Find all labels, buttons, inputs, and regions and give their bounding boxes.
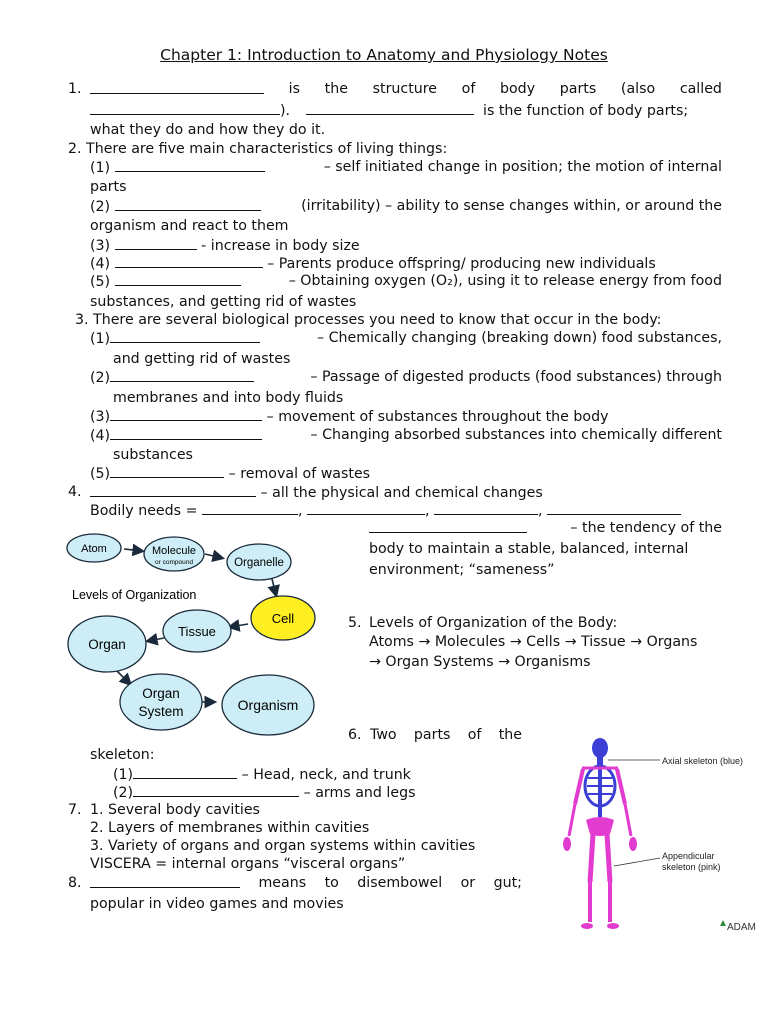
molecule-sublabel: or compound bbox=[155, 559, 193, 566]
organ-system-label-1: Organ bbox=[142, 686, 180, 701]
q4-line1: – all the physical and chemical changes bbox=[90, 483, 543, 502]
q1-line3: what they do and how they do it. bbox=[90, 122, 326, 138]
q6-line1: Two parts of the bbox=[370, 727, 522, 743]
q4-homeostasis: – the tendency of the bbox=[369, 519, 722, 537]
appendicular-label-1: Appendicular bbox=[662, 851, 715, 861]
arrow-tissue-organ bbox=[148, 638, 164, 641]
q2-item2: (2) (irritability) – ability to sense changes within, or around the bbox=[90, 198, 722, 215]
fill-blank[interactable] bbox=[306, 101, 474, 115]
q1-line2a: ). bbox=[90, 101, 290, 120]
right-leg-shape bbox=[607, 834, 610, 882]
skull-shape bbox=[592, 738, 608, 758]
adam-logo-icon bbox=[720, 920, 726, 926]
fill-blank[interactable] bbox=[110, 407, 262, 421]
organ-label: Organ bbox=[88, 637, 126, 652]
q3-item2-cont: membranes and into body fluids bbox=[113, 390, 344, 406]
q6-cont: skeleton: bbox=[90, 747, 155, 763]
q3-item1-cont: and getting rid of wastes bbox=[113, 351, 291, 367]
tissue-label: Tissue bbox=[178, 624, 216, 639]
q6-item1: (1) – Head, neck, and trunk bbox=[113, 767, 411, 783]
word: the bbox=[324, 81, 348, 97]
q8-line1: means to disembowel or gut; bbox=[90, 874, 522, 892]
q5-line2: → Organ Systems → Organisms bbox=[369, 654, 591, 670]
q7-line1: 1. Several body cavities bbox=[90, 802, 260, 818]
adam-logo-text: ADAM bbox=[727, 922, 756, 933]
appendicular-label-2: skeleton (pink) bbox=[662, 862, 721, 872]
arrow-organelle-cell bbox=[272, 579, 276, 595]
q7-number: 7. bbox=[68, 802, 82, 818]
arrow-atom-molecule bbox=[124, 549, 142, 551]
q3-item4: (4) – Changing absorbed substances into chemically different bbox=[90, 427, 722, 444]
cell-label: Cell bbox=[271, 611, 295, 626]
q4-bodily-needs: Bodily needs = , , , bbox=[90, 501, 681, 520]
right-arm-shape bbox=[617, 769, 625, 804]
q3-intro: 3. There are several biological processes you need to know that occur in the body: bbox=[75, 312, 662, 328]
fill-blank[interactable] bbox=[115, 197, 261, 211]
q2-item1: (1) – self initiated change in position; the motion of internal bbox=[90, 159, 722, 176]
diagram-heading: Levels of Organization bbox=[72, 588, 197, 602]
q2-item1-cont: parts bbox=[90, 179, 127, 195]
pelvis-shape bbox=[586, 817, 614, 836]
atom-label: Atom bbox=[81, 543, 107, 555]
fill-blank[interactable] bbox=[307, 501, 425, 515]
word: of bbox=[461, 81, 476, 97]
word: body bbox=[500, 81, 536, 97]
q2-intro: 2. There are five main characteristics of living things: bbox=[68, 141, 448, 157]
word: (also bbox=[620, 81, 656, 97]
arrow-cell-tissue bbox=[230, 624, 248, 627]
fill-blank[interactable] bbox=[133, 765, 237, 779]
organelle-label: Organelle bbox=[234, 557, 284, 569]
organ-system-bubble bbox=[120, 674, 202, 730]
fill-blank[interactable] bbox=[110, 426, 262, 440]
fill-blank[interactable] bbox=[110, 368, 254, 382]
q3-item1: (1) – Chemically changing (breaking down) food substances, bbox=[90, 330, 722, 347]
fill-blank[interactable] bbox=[115, 158, 265, 172]
fill-blank[interactable] bbox=[547, 501, 681, 515]
q2-item4: (4) – Parents produce offspring/ producing new individuals bbox=[90, 256, 656, 272]
organism-label: Organism bbox=[237, 697, 299, 713]
organ-system-label-2: System bbox=[138, 704, 184, 719]
fill-blank[interactable] bbox=[90, 80, 264, 94]
q1-line2b: is the function of body parts; bbox=[306, 101, 688, 120]
fill-blank[interactable] bbox=[110, 329, 260, 343]
q8-number: 8. bbox=[68, 875, 82, 891]
q5-title: Levels of Organization of the Body: bbox=[369, 615, 618, 631]
q6-item2: (2) – arms and legs bbox=[113, 785, 416, 801]
fill-blank[interactable] bbox=[115, 272, 241, 286]
word: structure bbox=[372, 81, 437, 97]
word: parts bbox=[559, 81, 597, 97]
q2-item3: (3) - increase in body size bbox=[90, 238, 360, 254]
q7-line4: VISCERA = internal organs “visceral organs” bbox=[90, 856, 406, 872]
q1-number: 1. bbox=[68, 81, 82, 97]
fill-blank[interactable] bbox=[115, 236, 197, 250]
q5-line1: Atoms → Molecules → Cells → Tissue → Organs bbox=[369, 634, 698, 650]
axial-skeleton-label: Axial skeleton (blue) bbox=[662, 756, 744, 766]
neck-shape bbox=[597, 757, 603, 765]
appendicular-leader-line bbox=[614, 858, 660, 866]
spine-shape bbox=[598, 764, 602, 822]
q3-item3: (3) – movement of substances throughout the body bbox=[90, 409, 609, 425]
q7-line3: 3. Variety of organs and organ systems within cavities bbox=[90, 838, 476, 854]
fill-blank[interactable] bbox=[434, 501, 538, 515]
q2-item5-cont: substances, and getting rid of wastes bbox=[90, 294, 357, 310]
word: called bbox=[679, 81, 722, 97]
left-arm-shape bbox=[575, 769, 583, 804]
q4-homeostasis-cont1: body to maintain a stable, balanced, internal bbox=[369, 541, 689, 557]
q3-item5: (5) – removal of wastes bbox=[90, 466, 371, 482]
molecule-label: Molecule bbox=[151, 545, 197, 557]
q3-item4-cont: substances bbox=[113, 447, 193, 463]
arrow-organ-system bbox=[116, 670, 130, 684]
fill-blank[interactable] bbox=[110, 464, 224, 478]
fill-blank[interactable] bbox=[90, 483, 256, 497]
q4-number: 4. bbox=[68, 484, 82, 500]
fill-blank[interactable] bbox=[90, 101, 280, 115]
q8-line2: popular in video games and movies bbox=[90, 896, 344, 912]
arrow-molecule-organelle bbox=[205, 554, 222, 558]
levels-of-organization-diagram bbox=[62, 530, 344, 736]
left-leg-shape bbox=[590, 834, 593, 882]
fill-blank[interactable] bbox=[90, 874, 240, 888]
q2-item2-cont: organism and react to them bbox=[90, 218, 289, 234]
fill-blank[interactable] bbox=[202, 501, 298, 515]
q5-number: 5. bbox=[348, 615, 362, 631]
q1-line1 bbox=[90, 80, 722, 98]
word: is bbox=[288, 81, 300, 97]
fill-blank[interactable] bbox=[369, 519, 527, 533]
skeleton-illustration bbox=[556, 734, 766, 934]
page-title: Chapter 1: Introduction to Anatomy and Physiology Notes bbox=[160, 46, 608, 64]
q3-item2: (2) – Passage of digested products (food substances) through bbox=[90, 369, 722, 386]
q2-item5: (5) – Obtaining oxygen (O₂), using it to release energy from food bbox=[90, 273, 722, 290]
q7-line2: 2. Layers of membranes within cavities bbox=[90, 820, 370, 836]
q4-homeostasis-cont2: environment; “sameness” bbox=[369, 562, 555, 578]
fill-blank[interactable] bbox=[133, 783, 299, 797]
q6-number: 6. bbox=[348, 727, 362, 743]
fill-blank[interactable] bbox=[115, 254, 263, 268]
